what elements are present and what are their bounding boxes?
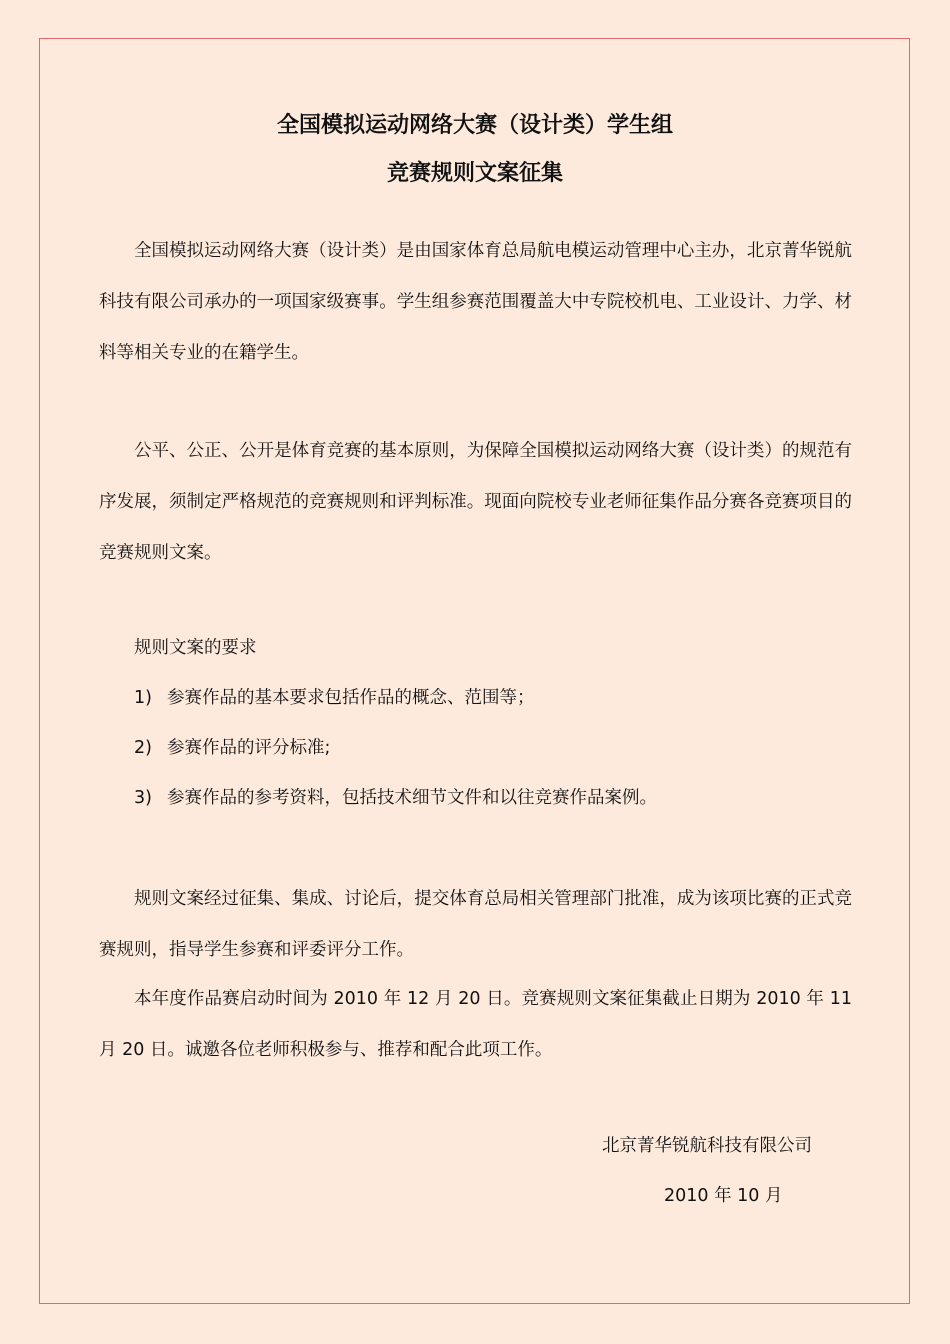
requirement-text: 参赛作品的评分标准;: [167, 738, 331, 758]
requirement-item: [134, 726, 330, 770]
requirement-text: 参赛作品的参考资料，包括技术细节文件和以往竞赛作品案例。: [167, 788, 657, 808]
requirements-heading: 规则文案的要求: [134, 638, 257, 658]
document-title: 全国模拟运动网络大赛（设计类）学生组: [276, 113, 673, 138]
purpose-paragraph: 公平、公正、公开是体育竞赛的基本原则，为保障全国模拟运动网络大赛（设计类）的规范有序发展，须制定严格规范的竞赛规则和评判标准。现面向院校专业老师征集作品分赛各竞赛项目的竞赛规则文案。: [99, 441, 852, 563]
requirement-item: [134, 776, 657, 820]
signature-organization: 北京菁华锐航科技有限公司: [602, 1136, 812, 1156]
requirement-item: [134, 676, 535, 720]
requirement-number: 1): [134, 688, 152, 708]
requirement-number: 3): [134, 788, 152, 808]
document-subtitle: 竞赛规则文案征集: [386, 161, 563, 186]
requirement-text: 参赛作品的基本要求包括作品的概念、范围等；: [167, 688, 535, 708]
approval-paragraph: 规则文案经过征集、集成、讨论后，提交体育总局相关管理部门批准，成为该项比赛的正式竞赛规则，指导学生参赛和评委评分工作。: [99, 889, 852, 960]
intro-paragraph: 全国模拟运动网络大赛（设计类）是由国家体育总局航电模运动管理中心主办，北京菁华锐航科技有限公司承办的一项国家级赛事。学生组参赛范围覆盖大中专院校机电、工业设计、力学、材料等相关专业的在籍学生。: [99, 241, 852, 363]
schedule-paragraph: 本年度作品赛启动时间为 2010 年 12 月 20 日。竞赛规则文案征集截止日期为 2010 年 11 月 20 日。诚邀各位老师积极参与、推荐和配合此项工作。: [99, 989, 852, 1060]
signature-date: 2010 年 10 月: [664, 1186, 783, 1206]
requirement-number: 2): [134, 738, 152, 758]
